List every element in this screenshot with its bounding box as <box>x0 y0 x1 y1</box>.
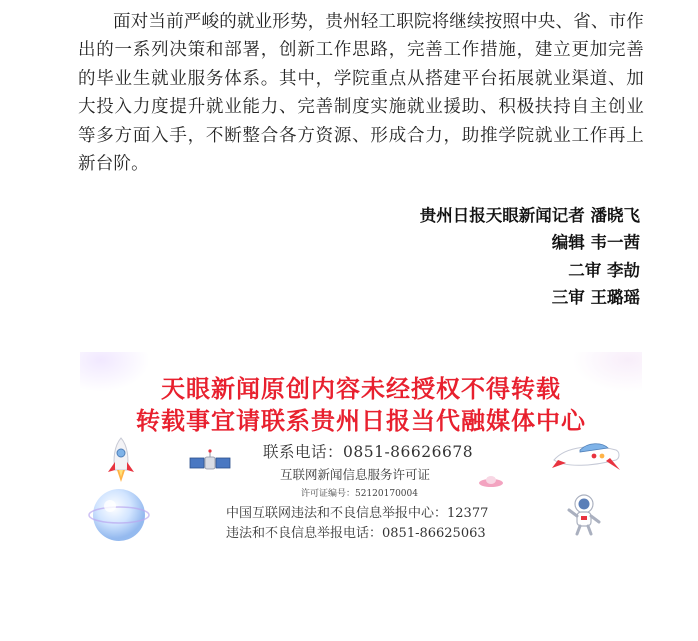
banner-headline-2: 转载事宜请联系贵州日报当代融媒体中心 <box>136 407 586 435</box>
copyright-banner <box>80 352 642 548</box>
article-paragraph: 面对当前严峻的就业形势，贵州轻工职院将继续按照中央、省、市作出的一系列决策和部署，创新工作思路，完善工作措施，建立更加完善的毕业生就业服务体系。其中，学院重点从搭建平台拓展就业渠道、加大投入力度提升就业能力、完善制度实施就业援助、积极扶持自主创业等多方面入手，不断整合各方资源、形成合力，助推学院就业工作再上新台阶。 <box>78 12 644 175</box>
satellite-icon <box>188 448 232 478</box>
contact-phone: 联系电话：0851-86626678 <box>263 443 474 461</box>
permit-number: 许可证编号：52120170004 <box>301 489 418 499</box>
ufo-icon <box>478 474 504 488</box>
planet-icon <box>86 484 152 546</box>
report-phone: 违法和不良信息举报电话：0851-86625063 <box>226 526 486 541</box>
banner-headline-1: 天眼新闻原创内容未经授权不得转载 <box>161 375 561 403</box>
article-body <box>78 8 644 178</box>
report-center: 中国互联网违法和不良信息举报中心：12377 <box>226 506 489 521</box>
third-review-credit: 三审 王璐瑶 <box>551 287 640 307</box>
permit-title: 互联网新闻信息服务许可证 <box>280 467 431 482</box>
rocket-icon <box>104 436 138 484</box>
spaceship-icon <box>550 436 624 478</box>
second-review-credit: 二审 李劼 <box>568 260 640 280</box>
credits-block <box>420 202 640 311</box>
astronaut-icon <box>564 492 604 536</box>
reporter-credit: 贵州日报天眼新闻记者 潘晓飞 <box>419 206 640 225</box>
editor-credit: 编辑 韦一茜 <box>551 233 640 253</box>
